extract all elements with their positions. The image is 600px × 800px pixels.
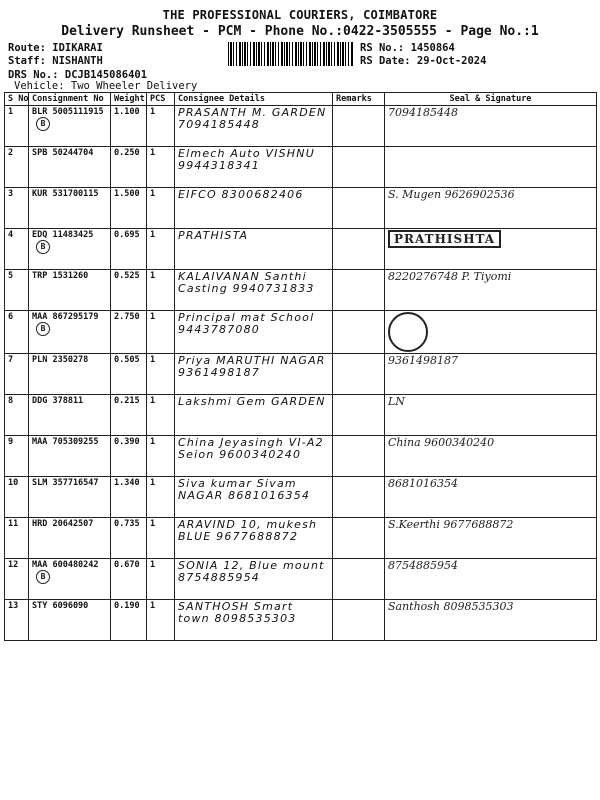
cell-weight-text: 0.505 [114, 355, 140, 365]
cell-consignee-details [175, 106, 333, 147]
cell-weight [111, 229, 147, 270]
cell-consignee-details [175, 229, 333, 270]
cell-weight-text: 0.695 [114, 230, 140, 240]
cell-weight [111, 518, 147, 559]
cell-weight-text: 0.215 [114, 396, 140, 406]
signature-text: China 9600340240 [388, 436, 495, 449]
company-title: THE PROFESSIONAL COURIERS, COIMBATORE [162, 8, 438, 22]
cell-pcs-text: 1 [150, 148, 156, 158]
cell-sno [5, 229, 29, 270]
signature-text: 9361498187 [388, 354, 458, 367]
cell-signature [385, 518, 597, 559]
cell-consignee-details [175, 395, 333, 436]
table-row [5, 270, 597, 311]
drs-number: DRS No.: DCJB145086401 [8, 69, 148, 81]
cell-sno-text: 3 [8, 189, 14, 199]
cell-pcs-text: 1 [150, 478, 156, 488]
signature-text: 7094185448 [388, 106, 458, 119]
cell-signature [385, 600, 597, 641]
cell-consignment-text: TRP 1531260 [32, 271, 89, 281]
cell-remarks [333, 600, 385, 641]
cell-sno [5, 395, 29, 436]
cell-weight [111, 354, 147, 395]
col-header-sno: S No [5, 93, 29, 106]
cell-consignee-details-text: PRASANTH M. GARDEN 7094185448 [178, 106, 327, 131]
cell-sno [5, 436, 29, 477]
cell-signature [385, 559, 597, 600]
cell-weight [111, 311, 147, 354]
col-header-consignment: Consignment No [29, 93, 111, 106]
cell-weight [111, 436, 147, 477]
cell-pcs [147, 354, 175, 395]
cell-sno [5, 311, 29, 354]
cell-sno-text: 4 [8, 230, 14, 240]
cell-consignee-details-text: Principal mat School 9443787080 [178, 311, 315, 336]
cell-consignment-text: PLN 2350278 [32, 355, 89, 365]
table-row [5, 354, 597, 395]
cell-sno [5, 477, 29, 518]
cell-sno-text: 2 [8, 148, 14, 158]
cell-consignment-text: MAA 600480242 [32, 560, 99, 570]
cell-sno-text: 6 [8, 312, 14, 322]
signature-text: LN [388, 395, 405, 408]
signature-text: S.Keerthi 9677688872 [388, 518, 514, 531]
cell-weight [111, 477, 147, 518]
cell-consignee-details [175, 436, 333, 477]
cell-weight-text: 0.190 [114, 601, 140, 611]
cell-weight [111, 147, 147, 188]
cell-weight-text: 1.340 [114, 478, 140, 488]
cell-consignment [29, 354, 111, 395]
cell-sno-text: 10 [8, 478, 19, 488]
cell-pcs-text: 1 [150, 107, 156, 117]
cell-remarks [333, 559, 385, 600]
table-row [5, 311, 597, 354]
table-row [5, 600, 597, 641]
cell-sno-text: 9 [8, 437, 14, 447]
round-seal-stamp [388, 312, 428, 352]
cell-weight-text: 2.750 [114, 312, 140, 322]
cell-consignee-details-text: Elmech Auto VISHNU 9944318341 [178, 147, 315, 172]
cell-consignment-text: KUR 531700115 [32, 189, 99, 199]
signature-text: Santhosh 8098535303 [388, 600, 514, 613]
cell-consignee-details-text: Siva kumar Sivam NAGAR 8681016354 [178, 477, 311, 502]
cell-pcs [147, 559, 175, 600]
barcode [228, 42, 353, 66]
table-row [5, 477, 597, 518]
route-label: Route: IDIKARAI [8, 42, 103, 54]
cell-sno [5, 106, 29, 147]
cell-pcs [147, 229, 175, 270]
cell-pcs [147, 311, 175, 354]
cell-consignee-details [175, 477, 333, 518]
rs-date: RS Date: 29-Oct-2024 [360, 55, 487, 67]
cell-weight [111, 188, 147, 229]
table-row [5, 518, 597, 559]
cell-remarks [333, 354, 385, 395]
cell-sno [5, 518, 29, 559]
cell-pcs-text: 1 [150, 437, 156, 447]
signature-text: 8754885954 [388, 559, 458, 572]
cell-pcs [147, 147, 175, 188]
table-row [5, 106, 597, 147]
cell-pcs-text: 1 [150, 355, 156, 365]
table-row [5, 395, 597, 436]
cell-consignment-text: SLM 357716547 [32, 478, 99, 488]
cell-consignee-details-text: Priya MARUTHI NAGAR 9361498187 [178, 354, 326, 379]
cell-remarks [333, 311, 385, 354]
cell-signature [385, 436, 597, 477]
cell-sno [5, 188, 29, 229]
cell-consignee-details [175, 147, 333, 188]
cell-weight [111, 270, 147, 311]
cell-weight-text: 0.735 [114, 519, 140, 529]
cell-pcs [147, 600, 175, 641]
cell-consignment-text: MAA 867295179 [32, 312, 99, 322]
cell-consignee-details [175, 188, 333, 229]
cell-pcs-text: 1 [150, 519, 156, 529]
cell-signature [385, 188, 597, 229]
cell-consignment [29, 600, 111, 641]
cell-consignment [29, 436, 111, 477]
cell-sno-text: 1 [8, 107, 14, 117]
company-stamp: PRATHISHTA [388, 230, 501, 248]
circled-mark: B [36, 240, 50, 254]
cell-signature [385, 106, 597, 147]
cell-consignee-details-text: ARAVIND 10, mukesh BLUE 9677688872 [178, 518, 318, 543]
cell-pcs-text: 1 [150, 560, 156, 570]
cell-sno-text: 13 [8, 601, 19, 611]
cell-remarks [333, 436, 385, 477]
cell-weight [111, 395, 147, 436]
cell-weight-text: 1.100 [114, 107, 140, 117]
cell-weight-text: 1.500 [114, 189, 140, 199]
cell-sno-text: 12 [8, 560, 19, 570]
cell-pcs [147, 477, 175, 518]
cell-consignment [29, 106, 111, 147]
runsheet-table [4, 92, 597, 641]
cell-pcs [147, 188, 175, 229]
col-header-weight: Weight [111, 93, 147, 106]
cell-pcs-text: 1 [150, 601, 156, 611]
cell-remarks [333, 229, 385, 270]
cell-consignment-text: BLR 5005111915 [32, 107, 104, 117]
cell-consignment-text: MAA 705309255 [32, 437, 99, 447]
cell-remarks [333, 147, 385, 188]
cell-consignment [29, 395, 111, 436]
cell-pcs-text: 1 [150, 396, 156, 406]
cell-consignment [29, 477, 111, 518]
cell-remarks [333, 270, 385, 311]
cell-weight [111, 106, 147, 147]
cell-signature [385, 354, 597, 395]
cell-sno [5, 147, 29, 188]
cell-consignment-text: HRD 20642507 [32, 519, 94, 529]
signature-text: 8681016354 [388, 477, 458, 490]
cell-consignment [29, 518, 111, 559]
cell-pcs [147, 436, 175, 477]
cell-weight-text: 0.670 [114, 560, 140, 570]
cell-consignee-details [175, 559, 333, 600]
cell-pcs-text: 1 [150, 189, 156, 199]
cell-weight-text: 0.390 [114, 437, 140, 447]
cell-signature [385, 395, 597, 436]
cell-consignment-text: STY 6096090 [32, 601, 89, 611]
cell-consignee-details-text: EIFCO 8300682406 [178, 188, 304, 201]
cell-remarks [333, 188, 385, 229]
cell-pcs-text: 1 [150, 230, 156, 240]
cell-sno [5, 600, 29, 641]
table-row [5, 559, 597, 600]
signature-text: S. Mugen 9626902536 [388, 188, 515, 201]
circled-mark: B [36, 570, 50, 584]
table-header-row [5, 93, 597, 106]
cell-remarks [333, 477, 385, 518]
col-header-remarks: Remarks [333, 93, 385, 106]
cell-consignee-details [175, 518, 333, 559]
cell-pcs-text: 1 [150, 312, 156, 322]
cell-pcs-text: 1 [150, 271, 156, 281]
cell-weight-text: 0.250 [114, 148, 140, 158]
cell-consignment [29, 270, 111, 311]
cell-signature [385, 311, 597, 354]
cell-signature [385, 147, 597, 188]
cell-consignment [29, 311, 111, 354]
signature-text: 8220276748 P. Tiyomi [388, 270, 512, 283]
cell-consignee-details [175, 354, 333, 395]
cell-consignment [29, 229, 111, 270]
cell-consignment [29, 147, 111, 188]
col-header-consignee: Consignee Details [175, 93, 333, 106]
table-row [5, 229, 597, 270]
table-row [5, 188, 597, 229]
table-row [5, 436, 597, 477]
cell-consignee-details-text: Lakshmi Gem GARDEN [178, 395, 326, 408]
cell-consignee-details-text: SANTHOSH Smart town 8098535303 [178, 600, 297, 625]
circled-mark: B [36, 322, 50, 336]
cell-pcs [147, 106, 175, 147]
cell-weight [111, 559, 147, 600]
cell-sno-text: 7 [8, 355, 14, 365]
cell-consignee-details-text: PRATHISTA [178, 229, 249, 242]
rs-number: RS No.: 1450864 [360, 42, 455, 54]
col-header-signature: Seal & Signature [385, 93, 597, 106]
cell-consignee-details-text: KALAIVANAN Santhi Casting 9940731833 [178, 270, 315, 295]
cell-consignee-details-text: SONIA 12, Blue mount 8754885954 [178, 559, 325, 584]
cell-sno [5, 354, 29, 395]
cell-sno [5, 270, 29, 311]
cell-sno-text: 8 [8, 396, 14, 406]
cell-weight-text: 0.525 [114, 271, 140, 281]
cell-consignee-details [175, 311, 333, 354]
cell-consignment-text: SPB 50244704 [32, 148, 94, 158]
cell-signature [385, 229, 597, 270]
table-row [5, 147, 597, 188]
cell-pcs [147, 395, 175, 436]
cell-pcs [147, 518, 175, 559]
cell-signature [385, 270, 597, 311]
col-header-pcs: PCS [147, 93, 175, 106]
cell-sno-text: 11 [8, 519, 19, 529]
vehicle-label: Vehicle: Two Wheeler Delivery [14, 80, 198, 92]
cell-consignment [29, 188, 111, 229]
staff-label: Staff: NISHANTH [8, 55, 103, 67]
runsheet-subtitle: Delivery Runsheet - PCM - Phone No.:0422-3505555 - Page No.:1 [61, 24, 539, 39]
cell-pcs [147, 270, 175, 311]
cell-consignee-details [175, 270, 333, 311]
cell-sno-text: 5 [8, 271, 14, 281]
cell-signature [385, 477, 597, 518]
cell-remarks [333, 395, 385, 436]
cell-consignee-details-text: China Jeyasingh VI-A2 Seion 9600340240 [178, 436, 324, 461]
cell-remarks [333, 106, 385, 147]
cell-weight [111, 600, 147, 641]
cell-consignment [29, 559, 111, 600]
cell-remarks [333, 518, 385, 559]
cell-consignment-text: EDQ 11483425 [32, 230, 94, 240]
cell-consignee-details [175, 600, 333, 641]
circled-mark: B [36, 117, 50, 131]
cell-sno [5, 559, 29, 600]
cell-consignment-text: DDG 378811 [32, 396, 84, 406]
